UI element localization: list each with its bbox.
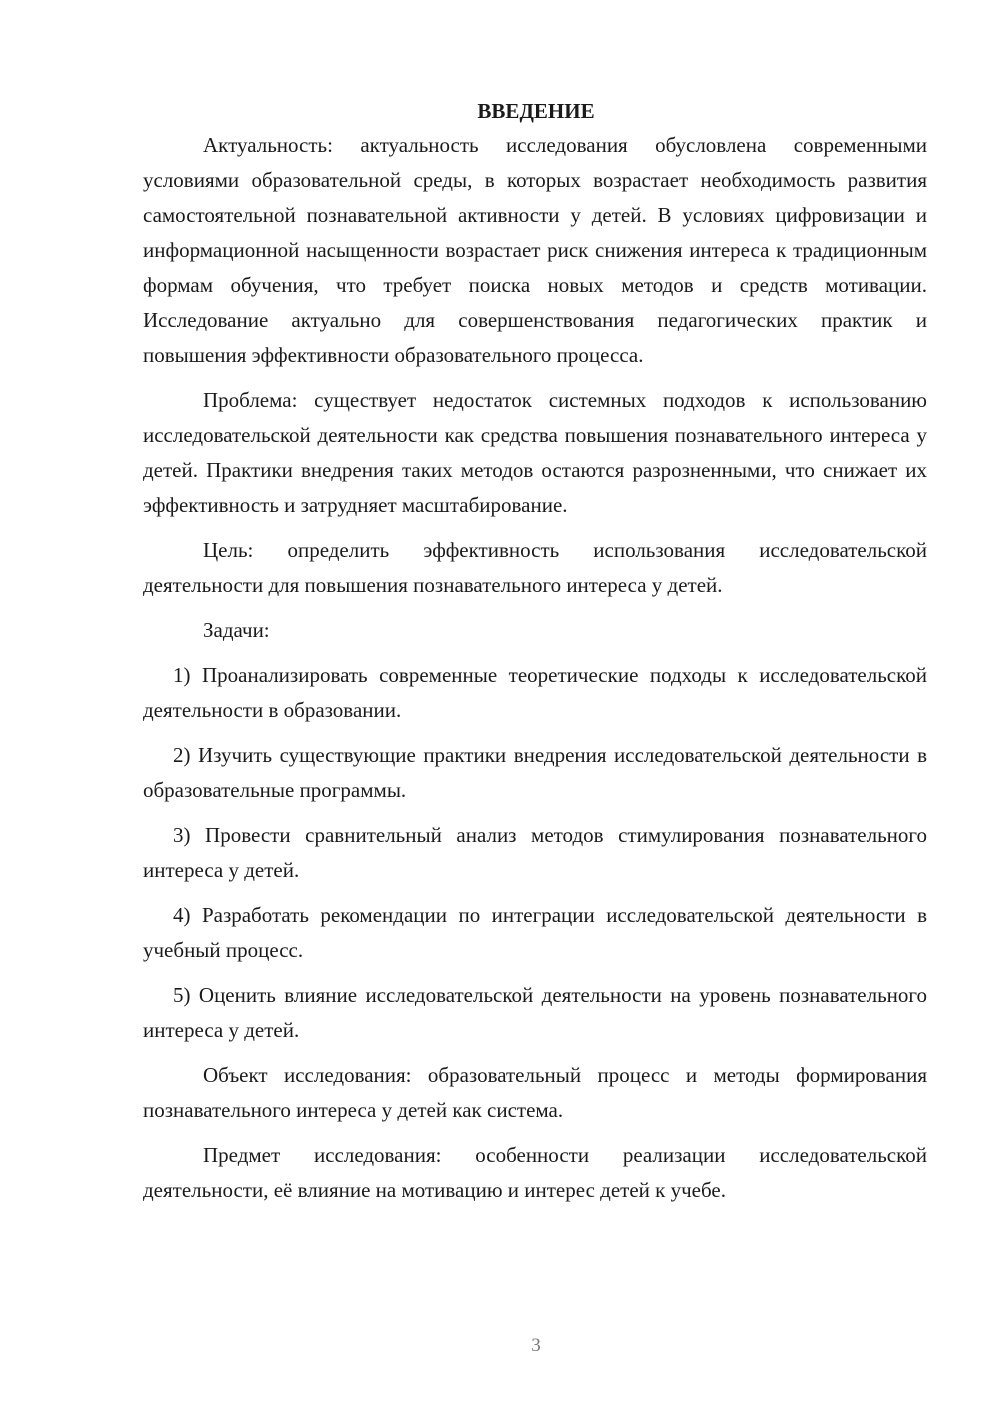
paragraph-tasks-heading: Задачи: xyxy=(203,618,270,642)
task-item-5: 5) Оценить влияние исследовательской деятельности на уровень познавательного интереса у детей. xyxy=(143,983,927,1042)
task-item-3: 3) Провести сравнительный анализ методов стимулирования познавательного интереса у детей. xyxy=(143,823,927,882)
page-content xyxy=(143,94,927,1208)
paragraph-relevance: Актуальность: актуальность исследования обусловлена современными условиями образовательной среды, в которых возрастает необходимость развития самостоятельной познавательной активности у детей. В условиях цифровизации и информационной насыщенности возрастает риск снижения интереса к традиционным формам обучения, что требует поиска новых методов и средств мотивации. Исследование актуально для совершенствования педагогических практик и повышения эффективности образовательного процесса. xyxy=(143,133,927,367)
paragraph-goal: Цель: определить эффективность использования исследовательской деятельности для повышения познавательного интереса у детей. xyxy=(143,538,927,597)
task-item-4: 4) Разработать рекомендации по интеграции исследовательской деятельности в учебный процесс. xyxy=(143,903,927,962)
task-item-1: 1) Проанализировать современные теоретические подходы к исследовательской деятельности в образовании. xyxy=(143,663,927,722)
paragraph-problem: Проблема: существует недостаток системных подходов к использованию исследовательской деятельности как средства повышения познавательного интереса у детей. Практики внедрения таких методов остаются разрозненными, что снижает их эффективность и затрудняет масштабирование. xyxy=(143,388,927,517)
paragraph-object: Объект исследования: образовательный процесс и методы формирования познавательного интереса у детей как система. xyxy=(143,1063,927,1122)
task-item-2: 2) Изучить существующие практики внедрения исследовательской деятельности в образовательные программы. xyxy=(143,743,927,802)
paragraph-subject: Предмет исследования: особенности реализации исследовательской деятельности, её влияние на мотивацию и интерес детей к учебе. xyxy=(143,1143,927,1202)
page-number: 3 xyxy=(531,1335,541,1356)
section-title: ВВЕДЕНИЕ xyxy=(477,99,595,123)
